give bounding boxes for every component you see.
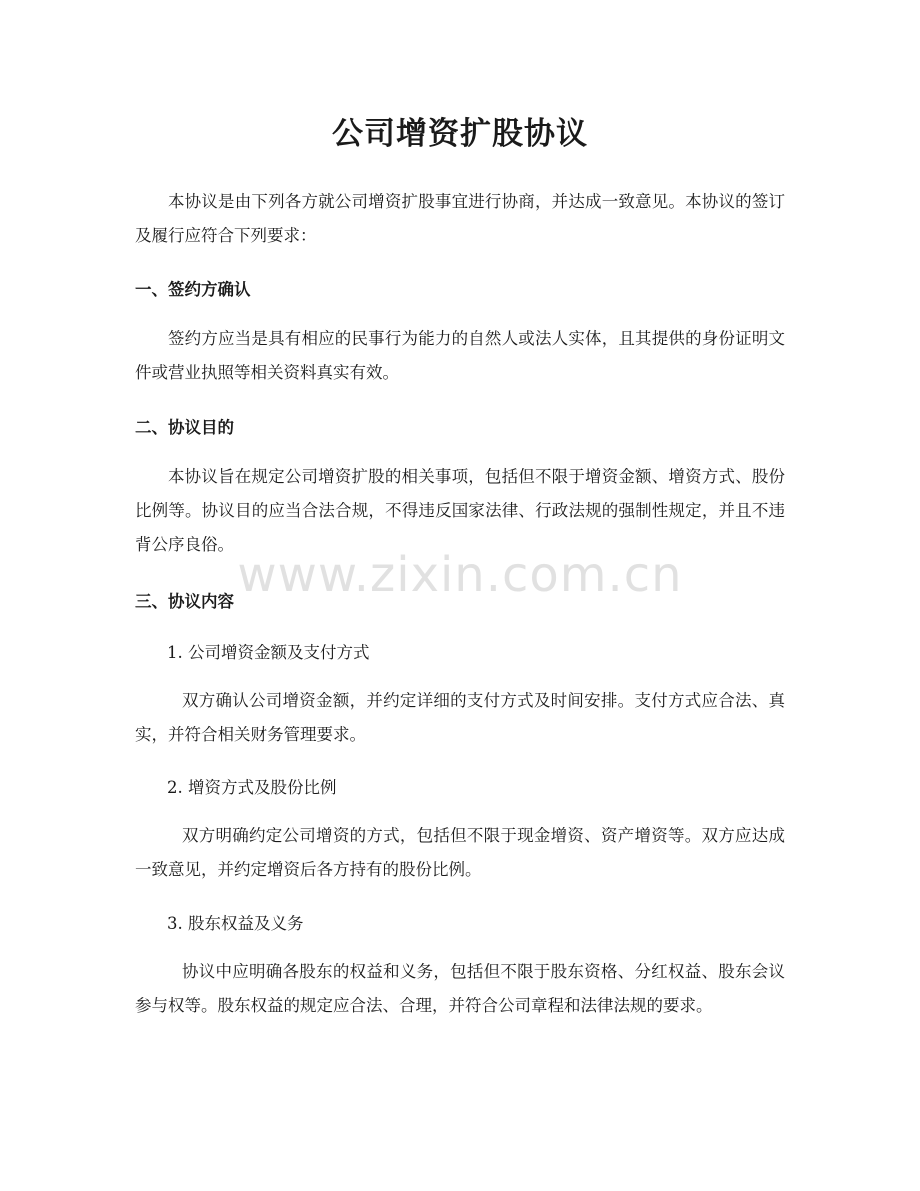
watermark: www.zixin.com.cn bbox=[237, 547, 683, 603]
document-title: 公司增资扩股协议 bbox=[332, 116, 588, 152]
section-body-2: 本协议旨在规定公司增资扩股的相关事项，包括但不限于增资金额、增资方式、股份比例等。协议目的应当合法合规，不得违反国家法律、行政法规的强制性规定，并且不违背公序良俗。 bbox=[135, 467, 785, 554]
section-heading-3: 三、协议内容 bbox=[135, 592, 234, 611]
subsection-body-1: 双方确认公司增资金额，并约定详细的支付方式及时间安排。支付方式应合法、真实，并符合相关财务管理要求。 bbox=[135, 691, 785, 744]
subsection-body-2: 双方明确约定公司增资的方式，包括但不限于现金增资、资产增资等。双方应达成一致意见，并约定增资后各方持有的股份比例。 bbox=[135, 826, 785, 879]
section-heading-1: 一、签约方确认 bbox=[135, 280, 251, 299]
subsection-title-3: 3. 股东权益及义务 bbox=[167, 914, 304, 933]
section-heading-2: 二、协议目的 bbox=[135, 418, 234, 437]
subsection-title-2: 2. 增资方式及股份比例 bbox=[167, 778, 337, 797]
subsection-body-3: 协议中应明确各股东的权益和义务，包括但不限于股东资格、分红权益、股东会议参与权等。股东权益的规定应合法、合理，并符合公司章程和法律法规的要求。 bbox=[135, 962, 785, 1015]
subsection-title-1: 1. 公司增资金额及支付方式 bbox=[167, 643, 370, 662]
intro-paragraph: 本协议是由下列各方就公司增资扩股事宜进行协商，并达成一致意见。本协议的签订及履行应符合下列要求： bbox=[135, 192, 785, 245]
section-body-1: 签约方应当是具有相应的民事行为能力的自然人或法人实体，且其提供的身份证明文件或营业执照等相关资料真实有效。 bbox=[135, 329, 785, 382]
